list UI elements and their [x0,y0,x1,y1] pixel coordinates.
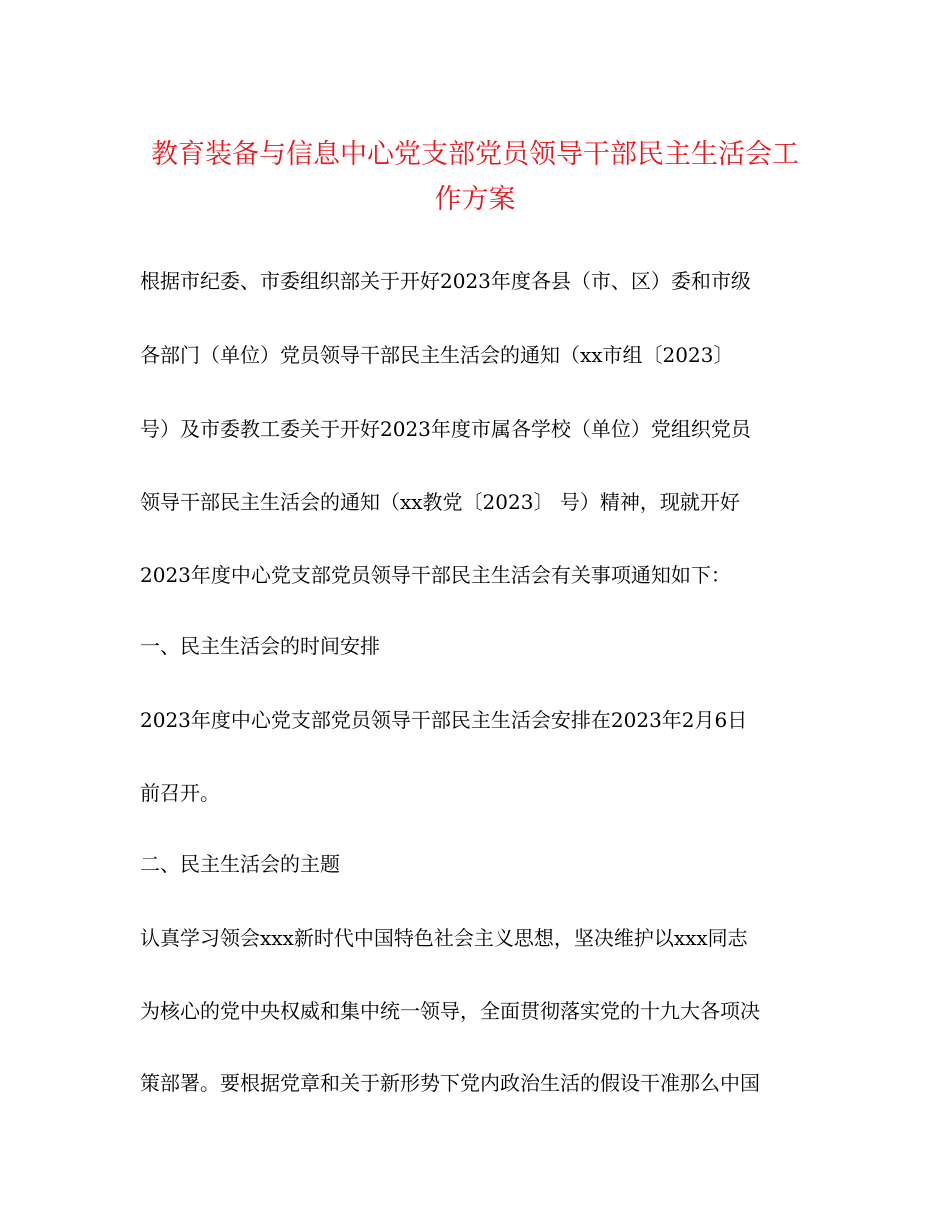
intro-line-4: 领导干部民主生活会的通知（xx教党〔2023〕 号）精神，现就开好 [140,490,740,514]
section-1-line-2: 前召开。 [140,781,220,805]
section-1-heading: 一、民主生活会的时间安排 [140,634,380,658]
document-title-line-1: 教育装备与信息中心党支部党员领导干部民主生活会工 [151,139,799,170]
section-2-heading: 二、民主生活会的主题 [140,852,340,876]
intro-line-3: 号）及市委教工委关于开好2023年度市属各学校（单位）党组织党员 [140,417,751,441]
intro-line-5: 2023年度中心党支部党员领导干部民主生活会有关事项通知如下： [140,563,731,587]
section-2-line-3: 策部署。要根据党章和关于新形势下党内政治生活的假设干准那么中国 [140,1071,760,1095]
intro-line-2: 各部门（单位）党员领导干部民主生活会的通知（xx市组〔2023〕 [140,343,734,367]
section-2-line-1: 认真学习领会xxx新时代中国特色社会主义思想，坚决维护以xxx同志 [140,926,748,950]
intro-line-1: 根据市纪委、市委组织部关于开好2023年度各县（市、区）委和市级 [140,269,751,293]
section-1-line-1: 2023年度中心党支部党员领导干部民主生活会安排在2023年2月6日 [140,708,748,732]
document-title-line-2: 作方案 [434,184,516,215]
section-2-line-2: 为核心的党中央权威和集中统一领导，全面贯彻落实党的十九大各项决 [140,999,760,1023]
